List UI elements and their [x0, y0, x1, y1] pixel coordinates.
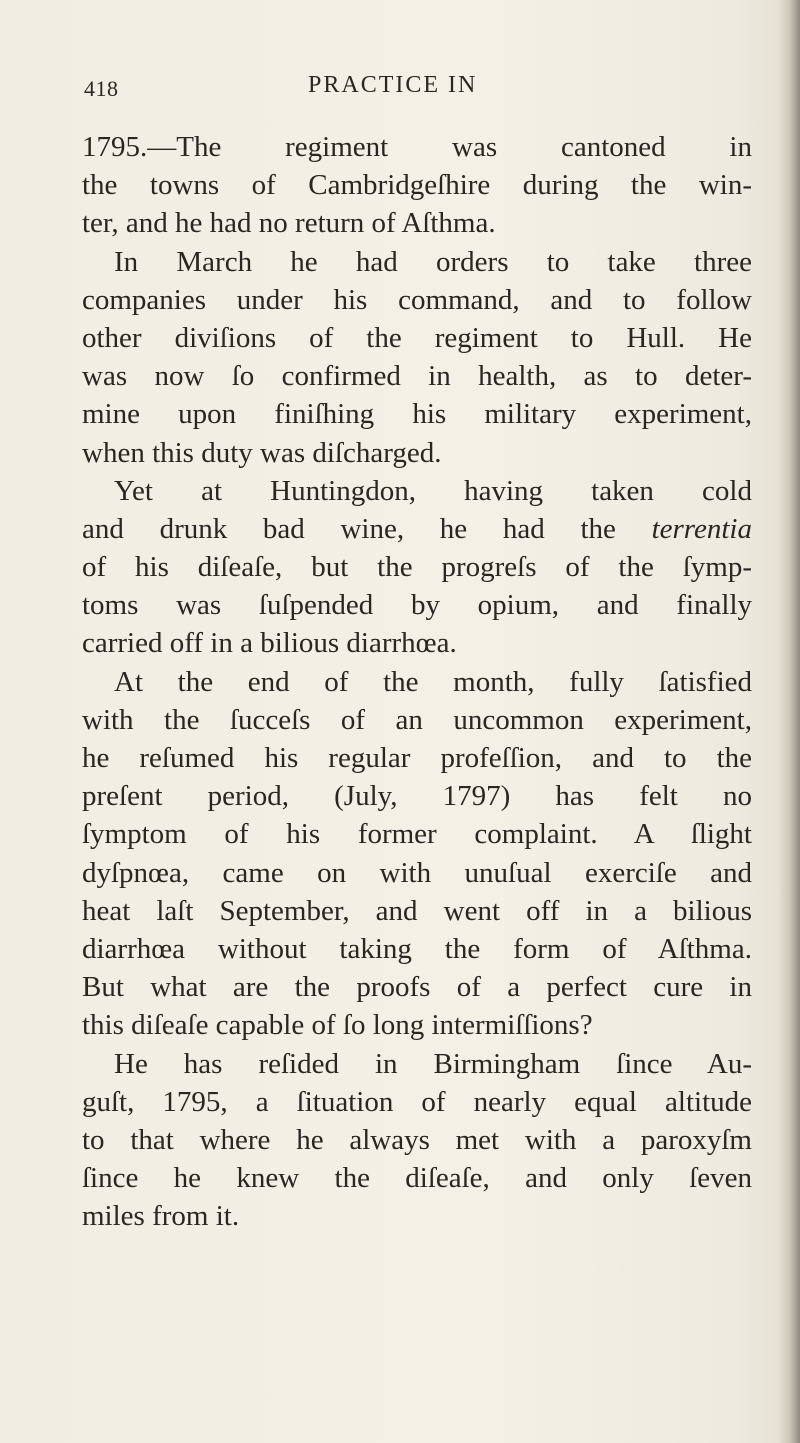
- text-line: when this duty was diſcharged.: [82, 436, 442, 469]
- text-line: mine upon finiſhing his military experiment,: [82, 398, 752, 431]
- text-line: other diviſions of the regiment to Hull. He: [82, 321, 752, 354]
- text-segment: and drunk bad wine, he had the: [82, 512, 616, 545]
- running-head: PRACTICE IN: [308, 72, 478, 98]
- page-number: 418: [84, 76, 119, 101]
- text-line: But what are the proofs of a perfect cure in: [82, 971, 752, 1004]
- text-line: was now ſo confirmed in health, as to deter-: [82, 360, 752, 393]
- italic-term: terrentia: [651, 512, 752, 545]
- page-header: [84, 72, 744, 112]
- text-line: companies under his command, and to follow: [82, 283, 752, 316]
- text-line-with-italic: [82, 510, 752, 548]
- text-line: At the end of the month, fully ſatisfied: [114, 665, 752, 698]
- text-line: Yet at Huntingdon, having taken cold: [114, 474, 752, 507]
- text-line: diarrhœa without taking the form of Aſthma.: [82, 932, 752, 965]
- text-line: 1795.—The regiment was cantoned in: [82, 131, 752, 163]
- text-line: to that where he always met with a paroxyſm: [82, 1123, 752, 1156]
- text-line: He has reſided in Birmingham ſince Au-: [114, 1047, 752, 1080]
- text-line: guſt, 1795, a ſituation of nearly equal altitude: [82, 1085, 752, 1118]
- text-line: miles from it.: [82, 1200, 240, 1233]
- text-line: this diſeaſe capable of ſo long intermiſſions?: [82, 1009, 593, 1042]
- text-line: of his diſeaſe, but the progreſs of the ſymp-: [82, 551, 752, 584]
- text-line: In March he had orders to take three: [114, 245, 752, 278]
- text-line: preſent period, (July, 1797) has felt no: [82, 780, 752, 813]
- text-line: carried off in a bilious diarrhœa.: [82, 627, 457, 660]
- text-line: ter, and he had no return of Aſthma.: [82, 207, 496, 240]
- text-line: with the ſucceſs of an uncommon experiment,: [82, 703, 752, 736]
- text-line: the towns of Cambridgeſhire during the win-: [82, 169, 752, 202]
- text-line: toms was ſuſpended by opium, and finally: [82, 589, 752, 622]
- text-line: ſince he knew the diſeaſe, and only ſeven: [82, 1162, 752, 1195]
- body-text: [82, 128, 752, 1235]
- text-line: dyſpnœa, came on with unuſual exerciſe and: [82, 856, 752, 889]
- text-line: ſymptom of his former complaint. A ſlight: [82, 818, 752, 851]
- text-line: he reſumed his regular profeſſion, and to the: [82, 742, 752, 774]
- text-line: heat laſt September, and went off in a bilious: [82, 894, 752, 927]
- page-edge-shadow: [778, 0, 800, 1443]
